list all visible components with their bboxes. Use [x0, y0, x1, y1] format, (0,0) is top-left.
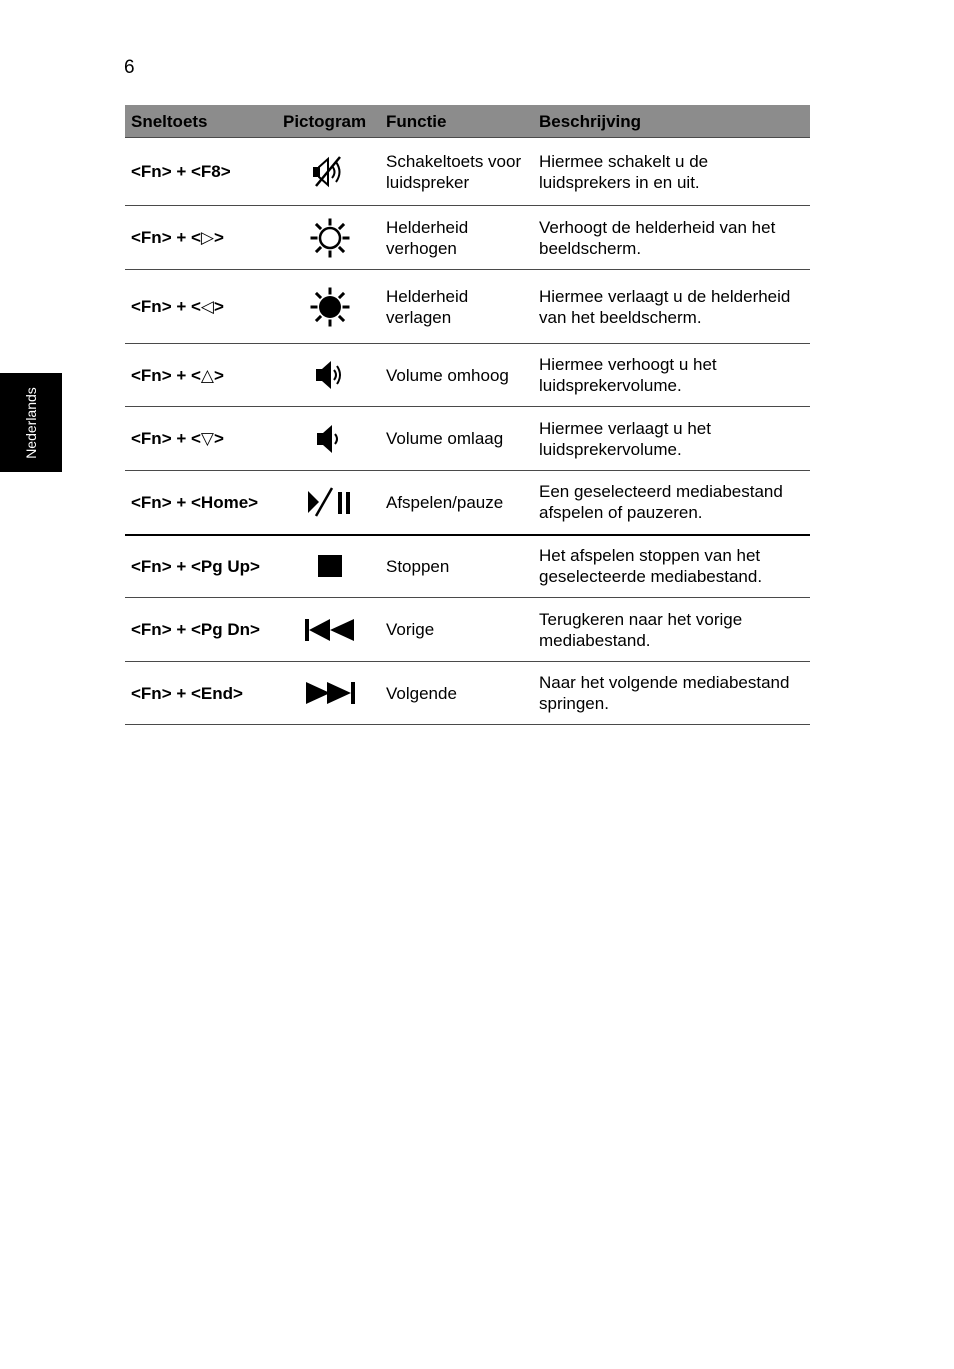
description-cell [533, 206, 810, 270]
function-text: Volume omhoog [386, 365, 509, 385]
description-text: Hiermee verhoogt u het luidsprekervolume. [539, 355, 717, 395]
table-row [125, 662, 810, 725]
function-text: Afspelen/pauze [386, 492, 504, 512]
table-header-row [125, 105, 810, 138]
icon-cell [277, 270, 383, 344]
function-text: Helderheid verlagen [386, 286, 469, 327]
function-cell [383, 471, 533, 535]
hotkey-cell: <Fn> + <▽> [125, 407, 277, 471]
function-text: Stoppen [386, 556, 450, 576]
speaker-toggle-icon [310, 154, 350, 190]
function-cell [383, 535, 533, 598]
function-cell [383, 344, 533, 407]
table-row [125, 138, 810, 206]
icon-cell [277, 598, 383, 662]
description-text: Hiermee verlaagt u het luidsprekervolume. [539, 418, 711, 459]
table-row [125, 535, 810, 598]
header-hotkey: Sneltoets [125, 105, 277, 138]
icon-cell [277, 206, 383, 270]
function-cell [383, 662, 533, 725]
volume-down-icon [310, 421, 350, 457]
next-track-icon [303, 678, 357, 708]
play-pause-icon [305, 485, 355, 519]
table-row [125, 344, 810, 407]
hotkey-cell: <Fn> + <End> [125, 662, 277, 725]
hotkey-cell: <Fn> + <▷> [125, 206, 277, 270]
description-text: Hiermee verlaagt u de helderheid van het beeldscherm. [539, 286, 791, 327]
description-cell [533, 471, 810, 535]
icon-cell [277, 535, 383, 598]
function-text: Schakeltoets voor luidspreker [386, 151, 522, 192]
brightness-up-icon [310, 218, 350, 258]
header-function: Functie [383, 105, 533, 138]
hotkey-cell: <Fn> + <◁> [125, 270, 277, 344]
description-text: Een geselecteerd mediabestand afspelen of pauzeren. [539, 482, 783, 523]
description-cell [533, 138, 810, 206]
function-cell [383, 598, 533, 662]
description-cell [533, 598, 810, 662]
icon-cell [277, 471, 383, 535]
description-cell [533, 535, 810, 598]
icon-cell [277, 138, 383, 206]
icon-cell [277, 344, 383, 407]
stop-icon [310, 549, 350, 583]
description-cell [533, 407, 810, 471]
function-cell [383, 206, 533, 270]
description-cell [533, 344, 810, 407]
language-tab [0, 373, 62, 472]
table-row [125, 407, 810, 471]
description-text: Het afspelen stoppen van het geselecteerde mediabestand. [539, 546, 763, 587]
function-text: Vorige [386, 620, 435, 639]
hotkey-cell: <Fn> + <Pg Up> [125, 535, 277, 598]
page-number: 6 [124, 57, 135, 78]
language-tab-label: Nederlands [23, 387, 39, 459]
header-icon: Pictogram [277, 105, 383, 138]
description-text: Terugkeren naar het vorige mediabestand. [539, 609, 743, 650]
hotkey-cell: <Fn> + <Home> [125, 471, 277, 535]
description-text: Verhoogt de helderheid van het beeldscherm. [539, 217, 776, 258]
function-text: Volume omlaag [386, 429, 504, 448]
function-cell [383, 270, 533, 344]
volume-up-icon [310, 357, 350, 393]
hotkey-cell: <Fn> + <Pg Dn> [125, 598, 277, 662]
function-text: Volgende [386, 683, 457, 703]
brightness-down-icon [310, 287, 350, 327]
description-cell [533, 662, 810, 725]
description-text: Naar het volgende mediabestand springen. [539, 673, 790, 713]
previous-track-icon [303, 615, 357, 645]
hotkey-table [125, 105, 810, 725]
header-description: Beschrijving [533, 105, 810, 138]
table-row [125, 270, 810, 344]
hotkey-cell: <Fn> + <F8> [125, 138, 277, 206]
description-text: Hiermee schakelt u de luidsprekers in en uit. [539, 151, 709, 192]
function-text: Helderheid verhogen [386, 217, 469, 258]
table-row [125, 598, 810, 662]
icon-cell [277, 662, 383, 725]
function-cell [383, 407, 533, 471]
hotkey-cell: <Fn> + <△> [125, 344, 277, 407]
icon-cell [277, 407, 383, 471]
table-row [125, 206, 810, 270]
function-cell [383, 138, 533, 206]
table-row [125, 471, 810, 535]
description-cell [533, 270, 810, 344]
